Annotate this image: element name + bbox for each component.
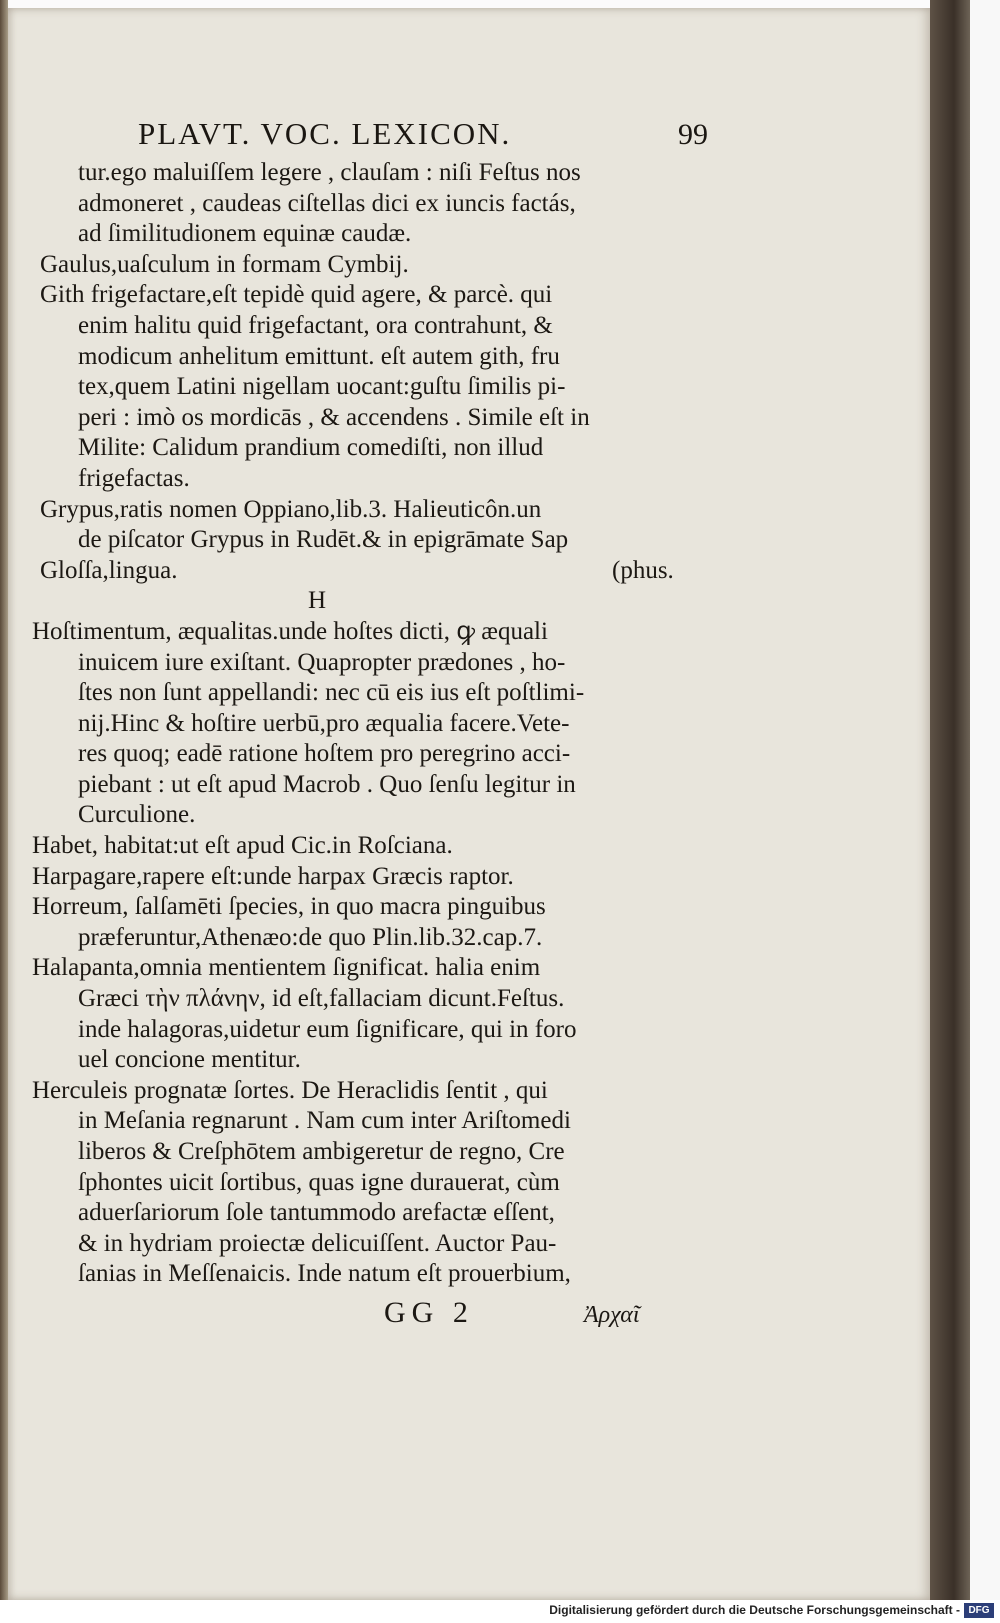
text-line: modicum anhelitum emittunt. eſt autem gith, fru [78,342,560,370]
text-line: aduerſariorum ſole tantummodo arefactæ eſſent, [78,1199,555,1227]
entry-headword-line: Habet, habitat:ut eſt apud Cic.in Roſciana. [32,832,453,860]
text-line: Græci τὴν πλάνην, id eſt,fallaciam dicunt.Feſtus. [78,985,565,1013]
entry-headword-line [32,556,732,587]
text-line: admoneret , caudeas ciſtellas dici ex iuncis factás, [78,189,576,217]
text-line: Curculione. [78,801,196,829]
text-line: Milite: Calidum prandium comediſti, non illud [78,434,544,462]
text-line: Gloſſa,lingua. [40,556,178,584]
text-line: ſtes non ſunt appellandi: nec cū eis ius eſt poſtlimi- [78,679,585,707]
lexicon-text [32,158,732,1290]
text-line: & in hydriam proiectæ delicuiſſent. Auctor Pau- [78,1229,557,1257]
entry-headword-line: Gaulus,uaſculum in formam Cymbij. [40,250,409,278]
text-line: piebant : ut eſt apud Macrob . Quo ſenſu legitur in [78,770,576,798]
text-line: enim halitu quid frigefactant, ora contrahunt, & [78,311,553,339]
entry-headword-line: Grypus,ratis nomen Oppiano,lib.3. Halieuticôn.un [40,495,542,523]
text-line: inuicem iure exiſtant. Quapropter prædones , ho- [78,648,566,676]
book-page [8,8,930,1600]
entry-headword-line: Halapanta,omnia mentientem ſignificat. halia enim [32,954,541,982]
signature-mark: GG 2 [384,1296,474,1329]
catchword: Ἀρχαῖ [584,1302,640,1328]
text-line: peri : imò os mordicās , & accendens . Simile eſt in [78,403,590,431]
entry-headword-line: Hoſtimentum, æqualitas.unde hoſtes dicti, ꝙ æquali [32,617,548,645]
text-line: inde halagoras,uidetur eum ſignificare, qui in foro [78,1015,577,1043]
text-line: uel concione mentitur. [78,1046,301,1074]
entry-headword-line: Herculeis prognatæ ſortes. De Heraclidis ſentit , qui [32,1076,548,1104]
entry-headword-line: Horreum, ſalſamēti ſpecies, in quo macra pinguibus [32,893,546,921]
text-line: in Meſania regnarunt . Nam cum inter Ariſtomedi [78,1107,571,1135]
text-line: ſphontes uicit ſortibus, quas igne durauerat, cùm [78,1168,560,1196]
text-line: nij.Hinc & hoſtire uerbū,pro æqualia facere.Vete- [78,709,570,737]
book-gutter-shadow [930,0,970,1600]
footer-credit: Digitalisierung gefördert durch die Deutsche Forschungsgemeinschaft - [549,1603,960,1617]
text-line: tur.ego maluiſſem legere , clauſam : niſi Feſtus nos [78,159,581,186]
text-line: ad ſimilitudionem equinæ caudæ. [78,220,412,248]
text-line: tex,quem Latini nigellam uocant:guſtu ſimilis pi- [78,373,566,401]
text-line: res quoq; eadē ratione hoſtem pro peregrino acci- [78,740,571,768]
dfg-logo: DFG [964,1603,994,1618]
book-left-edge [0,0,8,1600]
page-number: 99 [678,118,708,151]
text-line: liberos & Creſphōtem ambigeretur de regno, Cre [78,1138,565,1165]
text-line: ſanias in Meſſenaicis. Inde natum eſt prouerbium, [78,1260,571,1288]
text-line: de piſcator Grypus in Rudēt.& in epigrāmate Sap [78,526,569,554]
scan-margin [970,0,1000,1600]
signature-line [384,1296,724,1336]
running-head [138,116,738,156]
section-letter: H [308,587,327,615]
footer-bar [0,1600,1000,1623]
entry-headword-line: Gith frigefactare,eſt tepidè quid agere, & parcè. qui [40,281,553,309]
running-title: PLAVT. VOC. LEXICON. [138,116,512,151]
text-line: frigefactas. [78,464,190,492]
text-line: præferuntur,Athenæo:de quo Plin.lib.32.cap.7. [78,923,543,951]
bracketed-continuation: (phus. [612,556,674,584]
entry-headword-line: Harpagare,rapere eſt:unde harpax Græcis raptor. [32,862,514,890]
